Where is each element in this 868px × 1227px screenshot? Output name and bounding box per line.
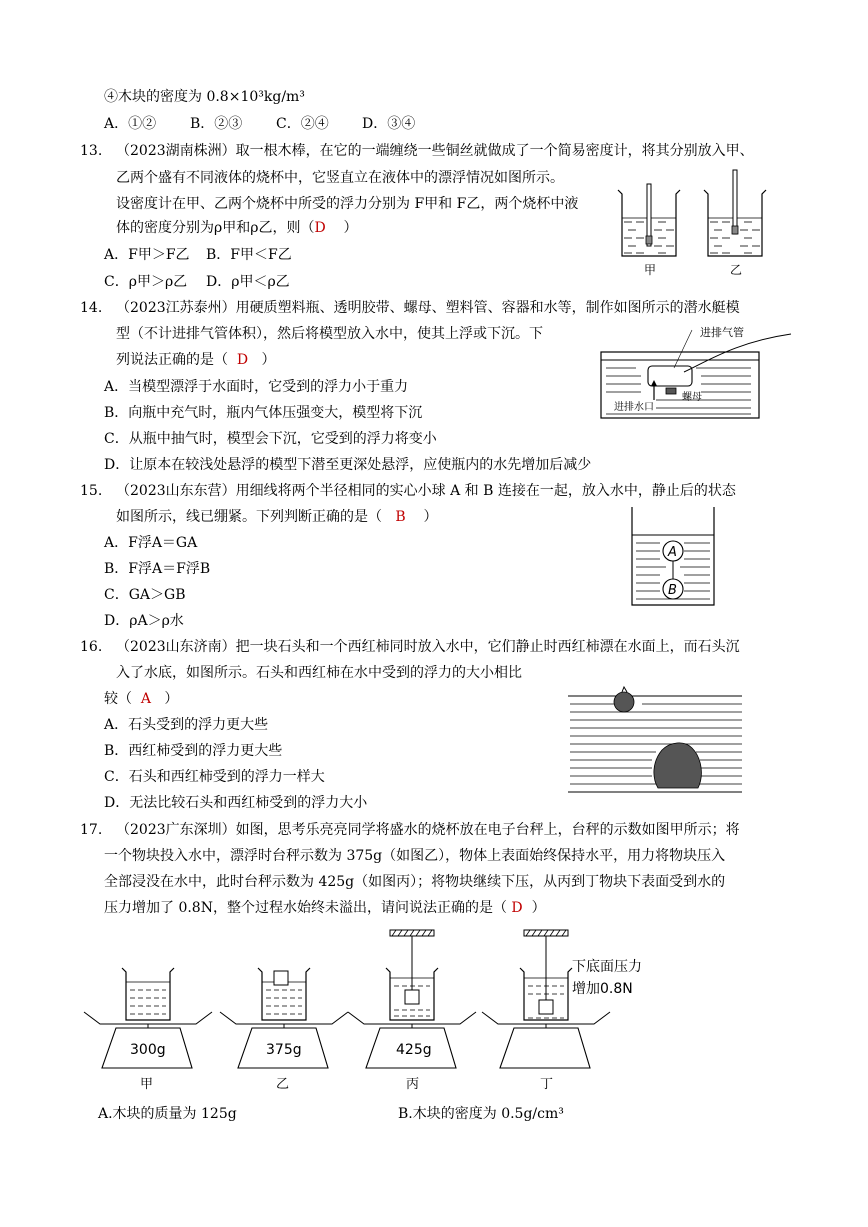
q16-option-d: D．无法比较石头和西红柿受到的浮力大小 [104, 795, 368, 811]
q16-text-line-3 [104, 689, 178, 709]
q17-option-b: B.木块的密度为 0.5g/cm³ [398, 1106, 564, 1122]
q16-text-line-2: 入了水底，如图所示。石头和西红柿在水中受到的浮力的大小相比 [116, 665, 522, 681]
q13-text-line-4 [116, 218, 358, 238]
q16-number: 16. [80, 639, 103, 655]
q15-balls-figure [628, 505, 718, 609]
scale-jia-reading: 300g [130, 1042, 166, 1058]
q17-number: 17. [80, 822, 103, 838]
scale-yi-reading: 375g [266, 1042, 302, 1058]
label-bing: 丙 [406, 1077, 420, 1090]
setup-jia [84, 968, 212, 1090]
q13-number: 13. [80, 143, 103, 159]
setup-bing [348, 930, 476, 1090]
beaker-jia [618, 184, 680, 256]
q15-option-b: B．F浮A＝F浮B [104, 561, 211, 577]
q14-text-line-2: 型（不计进排气管体积），然后将模型放入水中，使其上浮或下沉。下 [116, 326, 543, 342]
label-jia: 甲 [140, 1077, 154, 1090]
q16-stone-tomato-figure [566, 684, 746, 796]
q17-note-line-1: 下底面压力 [572, 959, 642, 975]
q12-option-c: C．②④ [276, 116, 329, 132]
q13-option-d: D．ρ甲＜ρ乙 [206, 274, 290, 290]
q16-option-a: A．石头受到的浮力更大些 [104, 717, 269, 733]
q17-text-line-3: 全部浸没在水中，此时台秤示数为 425g（如图丙）；将物块继续下压，从丙到丁物块下表面受到水的 [104, 874, 726, 890]
q15-number: 15. [80, 483, 103, 499]
q12-option-a: A．①② [104, 116, 157, 132]
q12-option-b: B．②③ [190, 116, 243, 132]
setup-ding [482, 930, 610, 1090]
stone-shape [654, 743, 701, 788]
q13-stem-close: ） [343, 220, 358, 236]
q13-text-line-2: 乙两个盛有不同液体的烧杯中，它竖直立在液体中的漂浮情况如图所示。 [116, 170, 564, 186]
q14-inlet-label: 进排水口 [614, 402, 654, 413]
q17-note-line-2: 增加0.8N [572, 981, 633, 997]
q12-option-d: D．③④ [362, 116, 416, 132]
tomato-shape [614, 692, 634, 712]
q14-option-c: C．从瓶中抽气时，模型会下沉，它受到的浮力将变小 [104, 431, 437, 447]
q14-number: 14. [80, 300, 103, 316]
q14-text-line-1: （2023江苏泰州）用硬质塑料瓶、透明胶带、螺母、塑料管、容器和水等，制作如图所示的潜水艇模 [116, 300, 740, 316]
q13-text-line-1: （2023湖南株洲）取一根木棒，在它的一端缠绕一些铜丝就做成了一个简易密度计，将其分别放入甲、 [116, 143, 754, 159]
q17-stem-end: 压力增加了 0.8N，整个过程水始终未溢出，请问说法正确的是（ [104, 900, 507, 916]
q16-stem-end: 较（ [104, 691, 132, 707]
q14-option-d: D．让原本在较浅处悬浮的模型下潜至更深处悬浮，应使瓶内的水先增加后减少 [104, 457, 592, 473]
q15-text-line-2 [116, 507, 437, 527]
q15-option-d: D．ρA＞ρ水 [104, 613, 184, 629]
q17-text-line-4 [104, 898, 546, 918]
beaker-yi [704, 170, 766, 256]
q16-option-c: C．石头和西红柿受到的浮力一样大 [104, 769, 325, 785]
q15-ball-a-label: A [668, 545, 677, 560]
q14-option-b: B．向瓶中充气时，瓶内气体压强变大，模型将下沉 [104, 405, 423, 421]
q15-stem-end: 如图所示，线已绷紧。下列判断正确的是（ [116, 509, 382, 525]
beaker-jia-label: 甲 [644, 263, 657, 277]
scale-bing-reading: 425g [396, 1042, 432, 1058]
q15-ball-b-label: B [668, 583, 677, 598]
label-ding: 丁 [540, 1077, 554, 1090]
q13-option-c: C．ρ甲＞ρ乙 [104, 274, 188, 290]
q13-option-b: B．F甲＜F乙 [206, 247, 292, 263]
q15-text-line-1: （2023山东东营）用细线将两个半径相同的实心小球 A 和 B 连接在一起，放入水中，静止后的状态 [116, 483, 736, 499]
q16-stem-close: ） [164, 691, 179, 707]
q12-statement-4: ④木块的密度为 0.8×10³kg/m³ [104, 89, 305, 105]
q13-answer: D [314, 220, 326, 236]
q13-stem-end: 体的密度分别为ρ甲和ρ乙，则（ [116, 220, 315, 236]
q14-answer: D [236, 352, 249, 368]
q14-stem-close: ） [261, 352, 276, 368]
q17-text-line-1: （2023广东深圳）如图，思考乐亮亮同学将盛水的烧杯放在电子台秤上，台秤的示数如图甲所示；将 [116, 822, 740, 838]
q16-text-line-1: （2023山东济南）把一块石头和一个西红柿同时放入水中，它们静止时西红柿漂在水面上，而石头沉 [116, 639, 740, 655]
q14-submarine-figure [596, 322, 796, 422]
q13-hydrometer-figure [610, 168, 780, 280]
q15-option-c: C．GA＞GB [104, 587, 186, 603]
q15-stem-close: ） [423, 509, 438, 525]
q17-scales-figure [80, 928, 620, 1090]
q14-option-a: A．当模型漂浮于水面时，它受到的浮力小于重力 [104, 379, 409, 395]
q15-option-a: A．F浮A＝GA [104, 535, 198, 551]
setup-yi [220, 968, 348, 1090]
q17-text-line-2: 一个物块投入水中，漂浮时台秤示数为 375g（如图乙），物体上表面始终保持水平，用力将物块压入 [104, 848, 726, 864]
q16-option-b: B．西红柿受到的浮力更大些 [104, 743, 283, 759]
label-yi: 乙 [276, 1077, 290, 1090]
beaker-yi-label: 乙 [730, 263, 743, 277]
q17-answer: D [511, 900, 523, 916]
q13-option-a: A．F甲＞F乙 [104, 247, 190, 263]
q17-stem-close: ） [531, 900, 546, 916]
q13-text-line-3: 设密度计在甲、乙两个烧杯中所受的浮力分别为 F甲和 F乙，两个烧杯中液 [116, 196, 579, 212]
q14-nut-label: 螺母 [682, 392, 702, 403]
q15-answer: B [395, 509, 406, 525]
q16-answer: A [140, 691, 152, 707]
q14-tube-label: 进排气管 [700, 326, 744, 339]
q14-text-line-3 [116, 350, 276, 370]
q14-stem-end: 列说法正确的是（ [116, 352, 228, 368]
q17-option-a: A.木块的质量为 125g [98, 1106, 237, 1122]
